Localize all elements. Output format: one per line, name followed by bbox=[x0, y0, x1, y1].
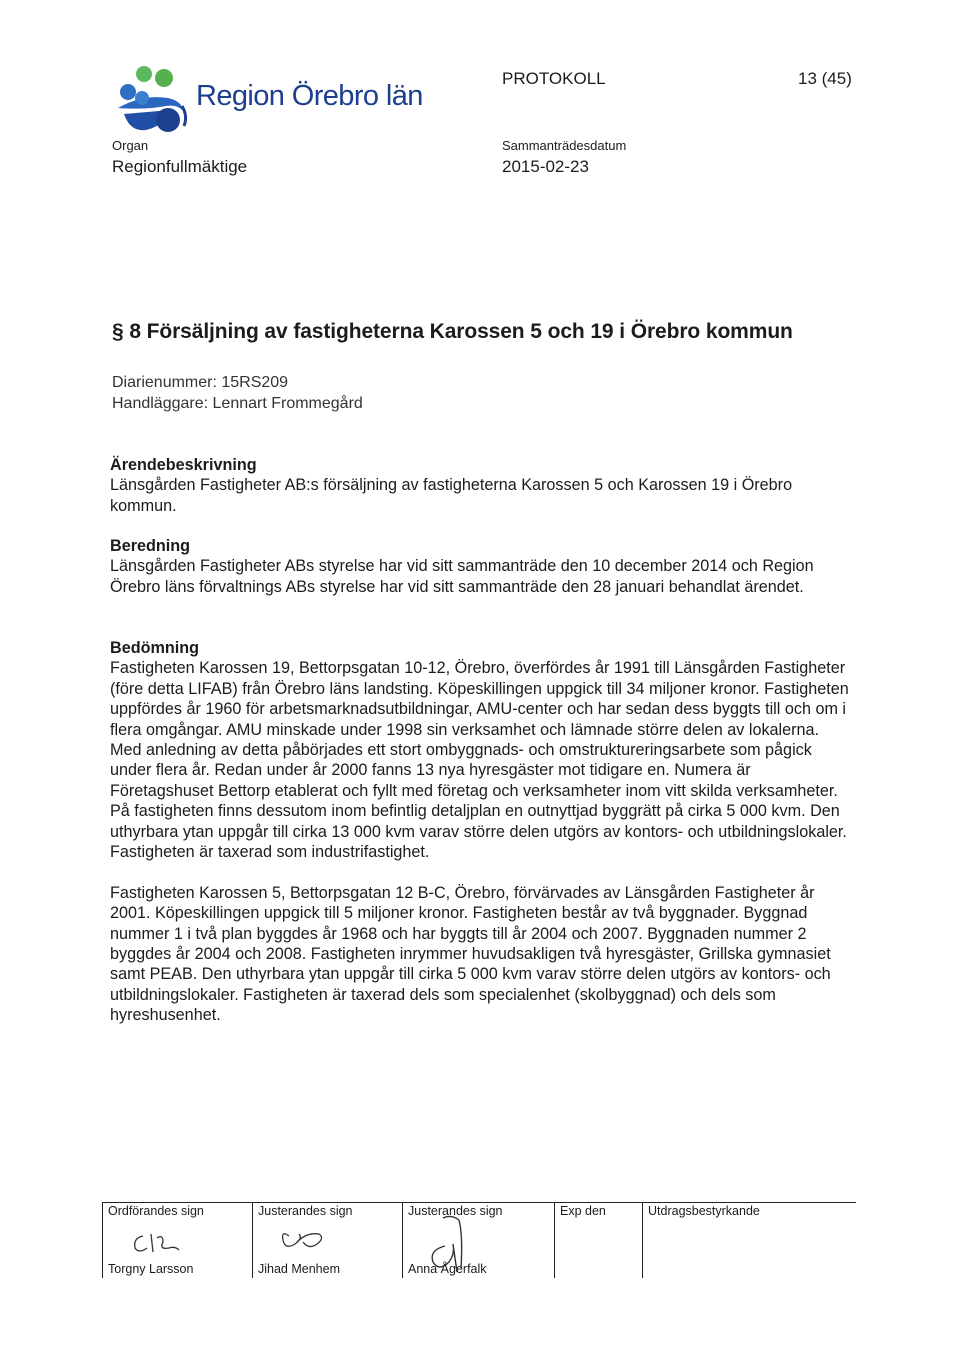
signature-name: Jihad Menhem bbox=[258, 1262, 340, 1276]
doc-type: PROTOKOLL bbox=[502, 69, 606, 88]
organ-label: Organ bbox=[112, 138, 149, 153]
section-beredning bbox=[110, 536, 850, 597]
organ-value: Regionfullmäktige bbox=[112, 157, 248, 176]
handwritten-signature-icon bbox=[129, 1228, 189, 1258]
signature-label: Exp den bbox=[560, 1204, 606, 1218]
signature-cell-exp-den bbox=[554, 1202, 643, 1278]
signature-label: Justerandes sign bbox=[258, 1204, 353, 1218]
date-label: Sammanträdesdatum bbox=[502, 138, 627, 153]
signature-label: Justerandes sign bbox=[408, 1204, 503, 1218]
section-text: Länsgården Fastigheter ABs styrelse har vid sitt sammanträde den 10 december 2014 och Region Örebro läns förvaltnings ABs styrelse har vid sitt sammanträde den 28 januari behandlat ärendet. bbox=[110, 557, 814, 596]
signature-label: Utdragsbestyrkande bbox=[648, 1204, 760, 1218]
page-number: 13 (45) bbox=[798, 69, 852, 88]
signature-table bbox=[102, 1202, 856, 1278]
brand-name: Region Örebro län bbox=[196, 80, 423, 112]
date-value: 2015-02-23 bbox=[502, 157, 589, 176]
signature-name: Anna Ågerfalk bbox=[408, 1262, 487, 1276]
signature-cell-ordforande bbox=[102, 1202, 253, 1278]
section-bedomning bbox=[110, 638, 850, 1026]
section-heading: Ärendebeskrivning bbox=[110, 456, 257, 474]
item-title: § 8 Försäljning av fastigheterna Karossen 5 och 19 i Örebro kommun bbox=[112, 320, 793, 343]
signature-cell-justerare-1 bbox=[252, 1202, 403, 1278]
section-text: Länsgården Fastigheter AB:s försäljning av fastigheterna Karossen 5 och Karossen 19 i Örebro kommun. bbox=[110, 476, 793, 515]
handwritten-signature-icon bbox=[273, 1224, 333, 1254]
section-paragraph: Fastigheten Karossen 5, Bettorpsgatan 12 B-C, Örebro, förvärvades av Länsgården Fastigheter år 2001. Köpeskillingen uppgick till 5 miljoner kronor. Fastigheten består av två byggnader. Byggnad nummer 1 i två plan byggdes år 1968 och har byggts till år 2004 och 2007. Byggnaden nummer 2 byggdes år 2004 och 2008. Fastigheten inrymmer huvudsakligen två hyresgäster, Grillska gymnasiet samt PEAB. Den uthyrbara ytan uppgår till cirka 5 000 kvm varav större delen utgörs av kontors- och utbildningslokaler. Fastigheten är taxerad dels som specialenhet (skolbyggnad) och dels som hyreshusenhet. bbox=[110, 883, 831, 1025]
region-orebro-logo-icon bbox=[112, 64, 192, 140]
signature-label: Ordförandes sign bbox=[108, 1204, 204, 1218]
signature-cell-utdragsbestyrkande bbox=[642, 1202, 857, 1278]
handlaggare: Handläggare: Lennart Frommegård bbox=[112, 395, 363, 412]
signature-cell-justerare-2 bbox=[402, 1202, 555, 1278]
section-arendebeskrivning bbox=[110, 455, 850, 516]
diarienummer: Diarienummer: 15RS209 bbox=[112, 374, 289, 391]
section-heading: Beredning bbox=[110, 537, 191, 555]
section-heading: Bedömning bbox=[110, 639, 200, 657]
section-paragraph: Fastigheten Karossen 19, Bettorpsgatan 10-12, Örebro, överfördes år 1991 till Länsgården Fastigheter (före detta LIFAB) från Örebro läns landsting. Köpeskillingen uppgick till 34 miljoner kronor. Fastigheten uppfördes år 1960 för arbetsmarknadsutbildningar, AMU-center och har sedan dess byggts till och om i flera omgångar. AMU minskade under 1998 sin verksamhet och lämnade större delen av lokalerna. Med anledning av detta påbörjades ett stort ombyggnads- och omstruktureringsarbete som pågick under flera år. Redan under år 2000 fanns 13 nya hyresgäster mot tidigare en. Numera är Företagshuset Bettorp etablerat och fyllt med företag och verksamheter inom vitt skilda verksamheter. På fastigheten finns dessutom inom befintlig detaljplan en outnyttjad byggrätt på cirka 5 000 kvm. Den uthyrbara ytan uppgår till cirka 13 000 kvm varav större delen utgörs av kontors- och utbildningslokaler. Fastigheten är taxerad som industrifastighet. bbox=[110, 659, 849, 862]
signature-name: Torgny Larsson bbox=[108, 1262, 194, 1276]
